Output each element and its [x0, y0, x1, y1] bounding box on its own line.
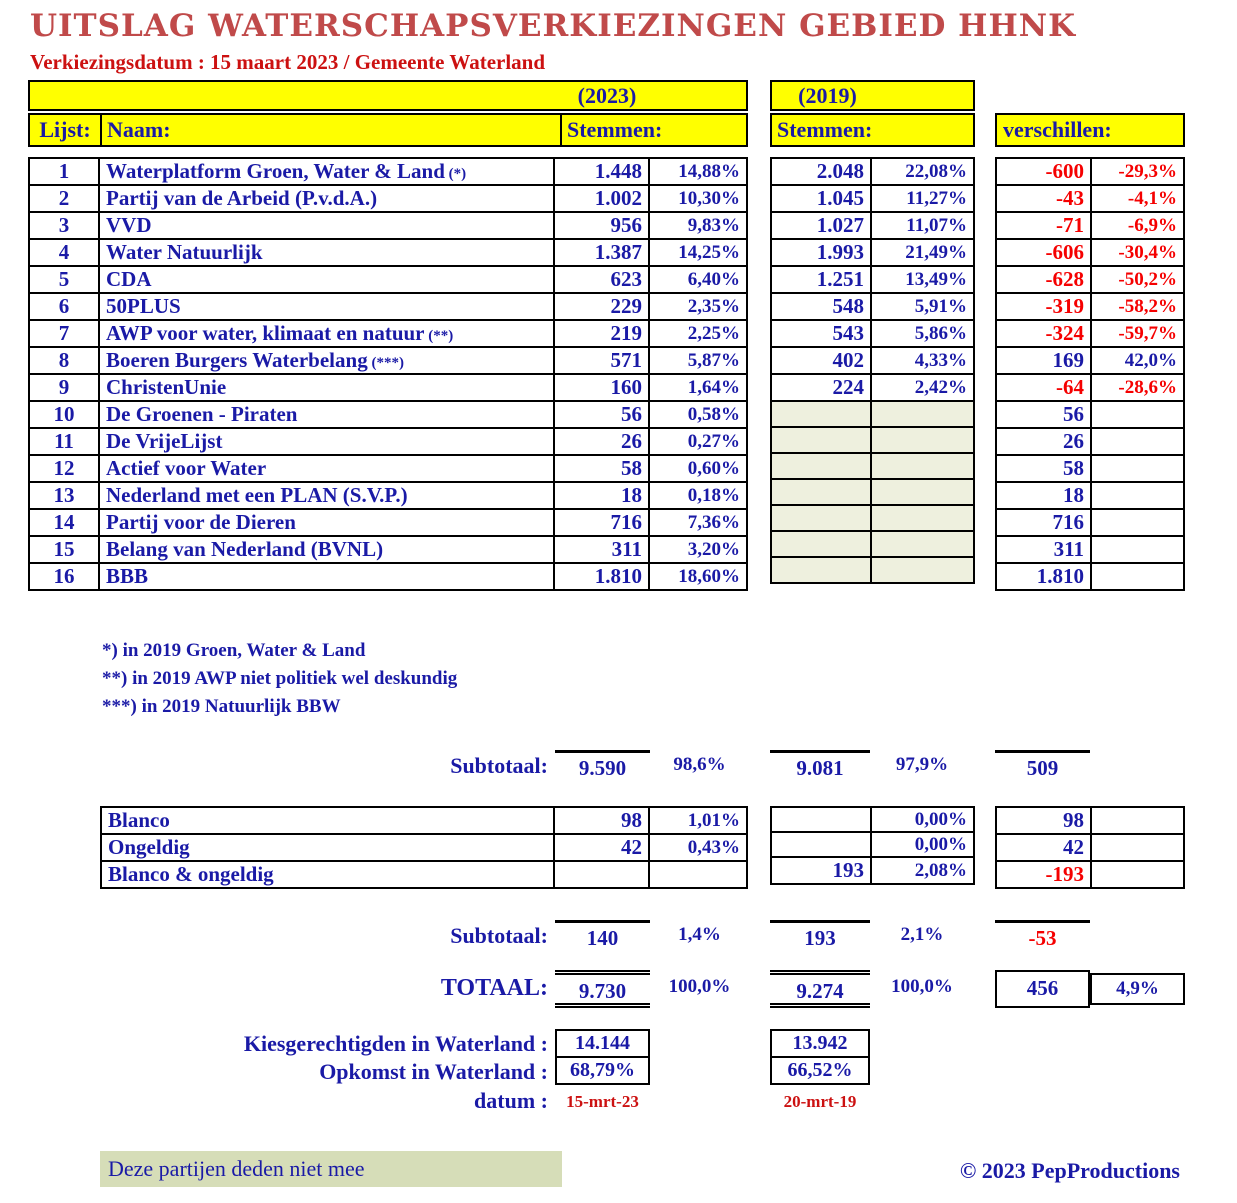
- party-name: De VrijeLijst: [106, 429, 223, 453]
- invalid-row-verschil: [996, 861, 1184, 888]
- pct-2023-cell: 9,83%: [649, 212, 747, 239]
- votes-2019-cell: 1.993: [771, 239, 871, 266]
- invalid-votes-2019-cell: 193: [771, 857, 871, 884]
- pct-2019-cell: 5,91%: [871, 293, 974, 320]
- pct-2023-cell: 7,36%: [649, 509, 747, 536]
- party-row-verschil: [996, 212, 1184, 239]
- pct-2019-cell: 21,49%: [871, 239, 974, 266]
- party-name-cell: [99, 320, 554, 347]
- pct-2023-cell: 2,25%: [649, 320, 747, 347]
- party-row: [29, 239, 747, 266]
- party-name-cell: [99, 401, 554, 428]
- party-list-number-cell: 5: [29, 266, 99, 293]
- invalid-row: [101, 834, 747, 861]
- pct-2019-cell: [871, 453, 974, 479]
- page-subtitle: Verkiezingsdatum : 15 maart 2023 / Gemeente Waterland: [30, 50, 546, 74]
- votes-2023-cell: 1.448: [554, 158, 649, 185]
- eligible-label: Kiesgerechtigden in Waterland :: [243, 1031, 548, 1056]
- pct-2019-cell: 5,86%: [871, 320, 974, 347]
- party-list-number-cell: 2: [29, 185, 99, 212]
- pct-2019-cell: [871, 479, 974, 505]
- total-verschil: 456: [995, 970, 1090, 1008]
- invalid-pct-2023-cell: 1,01%: [649, 807, 747, 834]
- votes-2023-cell: 58: [554, 455, 649, 482]
- invalid-votes-2019-cell: [771, 807, 871, 832]
- party-list-number-cell: 10: [29, 401, 99, 428]
- party-row-2019: [771, 505, 974, 531]
- eligible-2019-value: 13.942: [770, 1029, 870, 1058]
- verschil-votes-cell: 56: [996, 401, 1091, 428]
- invalid-pct-2019-cell: 0,00%: [871, 832, 974, 857]
- pct-2023-cell: 2,35%: [649, 293, 747, 320]
- footnote-marker: (*): [444, 166, 467, 182]
- invalid-row: [101, 861, 747, 888]
- verschil-votes-cell: 311: [996, 536, 1091, 563]
- invalid-row-verschil: [996, 807, 1184, 834]
- banner-2019: [770, 80, 975, 111]
- votes-2023-cell: 219: [554, 320, 649, 347]
- party-list-number-cell: 4: [29, 239, 99, 266]
- party-row-verschil: [996, 455, 1184, 482]
- pct-2023-cell: 14,25%: [649, 239, 747, 266]
- subtotal-parties-pct-2023: 98,6%: [673, 754, 726, 775]
- pct-2023-cell: 5,87%: [649, 347, 747, 374]
- party-name: Actief voor Water: [106, 456, 267, 480]
- votes-2019-cell: 1.251: [771, 266, 871, 293]
- party-row-verschil: [996, 401, 1184, 428]
- party-name-cell: [99, 212, 554, 239]
- invalid-row-2019: [771, 832, 974, 857]
- verschil-pct-cell: -28,6%: [1091, 374, 1184, 401]
- invalid-name-cell: Blanco & ongeldig: [101, 861, 554, 888]
- verschil-pct-cell: [1091, 401, 1184, 428]
- invalid-pct-2019-cell: 2,08%: [871, 857, 974, 884]
- verschil-pct-cell: [1091, 536, 1184, 563]
- pct-2019-cell: 22,08%: [871, 158, 974, 185]
- votes-2023-cell: 716: [554, 509, 649, 536]
- verschil-votes-cell: 169: [996, 347, 1091, 374]
- party-row-verschil: [996, 428, 1184, 455]
- pct-2019-cell: 11,27%: [871, 185, 974, 212]
- turnout-2019-value: 66,52%: [770, 1056, 870, 1085]
- header-lijst: Lijst:: [30, 115, 102, 145]
- verschil-pct-cell: -30,4%: [1091, 239, 1184, 266]
- votes-2023-cell: 26: [554, 428, 649, 455]
- verschil-pct-cell: [1091, 455, 1184, 482]
- verschil-pct-cell: -4,1%: [1091, 185, 1184, 212]
- party-list-number-cell: 6: [29, 293, 99, 320]
- party-row-2019: [771, 320, 974, 347]
- verschil-votes-cell: 26: [996, 428, 1091, 455]
- party-row: [29, 536, 747, 563]
- invalid-row-verschil: [996, 834, 1184, 861]
- party-name: VVD: [106, 213, 152, 237]
- invalid-verschil-pct-cell: [1091, 807, 1184, 834]
- party-name-cell: [99, 266, 554, 293]
- party-name: BBB: [106, 564, 149, 588]
- votes-2019-cell: 224: [771, 374, 871, 401]
- party-name-cell: [99, 293, 554, 320]
- party-row-2019: [771, 347, 974, 374]
- votes-2019-cell: [771, 531, 871, 557]
- party-list-number-cell: 1: [29, 158, 99, 185]
- invalid-verschil-cell: -193: [996, 861, 1091, 888]
- pct-2019-cell: 11,07%: [871, 212, 974, 239]
- votes-2023-cell: 1.002: [554, 185, 649, 212]
- votes-2019-cell: [771, 557, 871, 583]
- party-list-number-cell: 3: [29, 212, 99, 239]
- party-name-cell: [99, 374, 554, 401]
- invalid-name-cell: Ongeldig: [101, 834, 554, 861]
- verschil-pct-cell: [1091, 428, 1184, 455]
- votes-2023-cell: 311: [554, 536, 649, 563]
- votes-2019-cell: 543: [771, 320, 871, 347]
- subtotal-parties-pct-2019: 97,9%: [895, 754, 949, 775]
- votes-2023-cell: 1.810: [554, 563, 649, 590]
- party-row: [29, 455, 747, 482]
- party-name-cell: [99, 482, 554, 509]
- invalid-votes-2023-cell: 98: [554, 807, 649, 834]
- invalid-table-2019: [770, 806, 975, 885]
- pct-2019-cell: [871, 401, 974, 427]
- invalid-table-2023: [100, 806, 748, 889]
- subtotal-invalid-pct-2019: 2,1%: [900, 924, 944, 945]
- pct-2019-cell: 13,49%: [871, 266, 974, 293]
- banner-2023-label: (2023): [577, 83, 637, 108]
- party-list-number-cell: 8: [29, 347, 99, 374]
- party-row: [29, 482, 747, 509]
- subtotal-parties-votes-2019: 9.081: [770, 750, 870, 782]
- invalid-row: [101, 807, 747, 834]
- verschil-pct-cell: -29,3%: [1091, 158, 1184, 185]
- subtotal-invalid-label: Subtotaal:: [450, 923, 548, 948]
- pct-2023-cell: 18,60%: [649, 563, 747, 590]
- votes-2019-cell: 548: [771, 293, 871, 320]
- party-row: [29, 185, 747, 212]
- party-row-2019: [771, 158, 974, 185]
- party-row: [29, 212, 747, 239]
- page-title: UITSLAG WATERSCHAPSVERKIEZINGEN GEBIED HHNK: [30, 8, 1077, 44]
- party-row-2019: [771, 427, 974, 453]
- party-row-verschil: [996, 374, 1184, 401]
- verschil-votes-cell: -64: [996, 374, 1091, 401]
- votes-2019-cell: 1.045: [771, 185, 871, 212]
- banner-2019-label: (2019): [798, 83, 857, 108]
- party-name-cell: [99, 509, 554, 536]
- party-row-2019: [771, 401, 974, 427]
- party-name: CDA: [106, 267, 152, 291]
- pct-2023-cell: 6,40%: [649, 266, 747, 293]
- party-list-number-cell: 13: [29, 482, 99, 509]
- verschil-pct-cell: -50,2%: [1091, 266, 1184, 293]
- party-row: [29, 347, 747, 374]
- invalid-pct-2023-cell: [649, 861, 747, 888]
- subtotal-parties-label: Subtotaal:: [450, 753, 548, 778]
- invalid-name-cell: Blanco: [101, 807, 554, 834]
- verschil-votes-cell: 1.810: [996, 563, 1091, 590]
- total-pct-2023: 100,0%: [668, 976, 731, 997]
- party-row-2019: [771, 266, 974, 293]
- pct-2023-cell: 3,20%: [649, 536, 747, 563]
- verschil-votes-cell: -71: [996, 212, 1091, 239]
- party-name: Partij van de Arbeid (P.v.d.A.): [106, 186, 378, 210]
- turnout-label: Opkomst in Waterland :: [319, 1059, 548, 1084]
- votes-2023-cell: 1.387: [554, 239, 649, 266]
- invalid-table-verschillen: [995, 806, 1185, 889]
- party-row-verschil: [996, 185, 1184, 212]
- header-naam: Naam:: [102, 115, 562, 145]
- verschil-pct-cell: [1091, 563, 1184, 590]
- invalid-votes-2023-cell: [554, 861, 649, 888]
- party-name-cell: [99, 185, 554, 212]
- subtotal-parties-verschil: 509: [995, 750, 1090, 782]
- party-row-verschil: [996, 536, 1184, 563]
- party-row-verschil: [996, 320, 1184, 347]
- party-row: [29, 320, 747, 347]
- turnout-2023-value: 68,79%: [555, 1056, 650, 1085]
- subtotal-invalid-pct-2023: 1,4%: [678, 924, 721, 945]
- invalid-row-2019: [771, 807, 974, 832]
- party-name: Nederland met een PLAN (S.V.P.): [106, 483, 408, 507]
- party-row-verschil: [996, 293, 1184, 320]
- votes-2023-cell: 56: [554, 401, 649, 428]
- invalid-row-2019: [771, 857, 974, 884]
- subtotal-invalid-verschil: -53: [995, 920, 1090, 952]
- pct-2019-cell: [871, 531, 974, 557]
- party-name: Partij voor de Dieren: [106, 510, 296, 534]
- verschil-votes-cell: -606: [996, 239, 1091, 266]
- party-list-number-cell: 11: [29, 428, 99, 455]
- total-votes-2019: 9.274: [770, 970, 870, 1008]
- party-row-verschil: [996, 482, 1184, 509]
- footnote-marker: (**): [424, 328, 454, 344]
- votes-2019-cell: [771, 453, 871, 479]
- party-name: Belang van Nederland (BVNL): [106, 537, 384, 561]
- party-row-2019: [771, 212, 974, 239]
- votes-2023-cell: 623: [554, 266, 649, 293]
- party-row-2019: [771, 531, 974, 557]
- party-row-verschil: [996, 266, 1184, 293]
- pct-2023-cell: 0,27%: [649, 428, 747, 455]
- party-row-2019: [771, 185, 974, 212]
- party-row-2019: [771, 479, 974, 505]
- footnote-1: *) in 2019 Groen, Water & Land: [102, 640, 366, 661]
- party-name-cell: [99, 563, 554, 590]
- footnote-marker: (***): [367, 355, 404, 371]
- party-row-verschil: [996, 158, 1184, 185]
- date-2023-value: 15-mrt-23: [566, 1092, 639, 1111]
- header-verschillen: verschillen:: [995, 113, 1185, 147]
- verschil-votes-cell: 716: [996, 509, 1091, 536]
- party-row: [29, 293, 747, 320]
- not-participating-note: Deze partijen deden niet mee: [100, 1151, 562, 1187]
- party-row: [29, 374, 747, 401]
- party-row: [29, 266, 747, 293]
- party-name: Boeren Burgers Waterbelang: [106, 348, 368, 372]
- party-name: Waterplatform Groen, Water & Land: [106, 159, 445, 183]
- verschil-votes-cell: -324: [996, 320, 1091, 347]
- party-list-number-cell: 15: [29, 536, 99, 563]
- party-list-number-cell: 16: [29, 563, 99, 590]
- votes-2023-cell: 160: [554, 374, 649, 401]
- verschil-votes-cell: -43: [996, 185, 1091, 212]
- party-name-cell: [99, 239, 554, 266]
- verschil-votes-cell: 58: [996, 455, 1091, 482]
- pct-2019-cell: [871, 557, 974, 583]
- verschil-pct-cell: [1091, 482, 1184, 509]
- invalid-verschil-pct-cell: [1091, 834, 1184, 861]
- results-table-2019: [770, 157, 975, 584]
- subtotal-parties-votes-2023: 9.590: [555, 750, 650, 782]
- party-row: [29, 428, 747, 455]
- pct-2019-cell: [871, 427, 974, 453]
- verschil-votes-cell: -600: [996, 158, 1091, 185]
- header-row-left: [28, 113, 748, 147]
- pct-2023-cell: 0,18%: [649, 482, 747, 509]
- verschil-votes-cell: -319: [996, 293, 1091, 320]
- pct-2019-cell: 2,42%: [871, 374, 974, 401]
- pct-2023-cell: 1,64%: [649, 374, 747, 401]
- pct-2023-cell: 0,60%: [649, 455, 747, 482]
- party-row-verschil: [996, 509, 1184, 536]
- invalid-votes-2023-cell: 42: [554, 834, 649, 861]
- total-label: TOTAAL:: [440, 975, 548, 1001]
- party-list-number-cell: 9: [29, 374, 99, 401]
- invalid-votes-2019-cell: [771, 832, 871, 857]
- header-stemmen-2019: Stemmen:: [770, 113, 975, 147]
- votes-2019-cell: [771, 505, 871, 531]
- votes-2023-cell: 18: [554, 482, 649, 509]
- results-table-verschillen: [995, 157, 1185, 591]
- party-name-cell: [99, 347, 554, 374]
- verschil-pct-cell: -58,2%: [1091, 293, 1184, 320]
- votes-2019-cell: 1.027: [771, 212, 871, 239]
- votes-2019-cell: [771, 427, 871, 453]
- invalid-pct-2019-cell: 0,00%: [871, 807, 974, 832]
- party-row: [29, 509, 747, 536]
- party-row-verschil: [996, 563, 1184, 590]
- party-name: 50PLUS: [106, 294, 181, 318]
- pct-2019-cell: 4,33%: [871, 347, 974, 374]
- party-row-verschil: [996, 239, 1184, 266]
- votes-2019-cell: [771, 479, 871, 505]
- party-row: [29, 401, 747, 428]
- party-name-cell: [99, 536, 554, 563]
- votes-2023-cell: 571: [554, 347, 649, 374]
- party-name-cell: [99, 455, 554, 482]
- invalid-pct-2023-cell: 0,43%: [649, 834, 747, 861]
- pct-2023-cell: 10,30%: [649, 185, 747, 212]
- pct-2023-cell: 0,58%: [649, 401, 747, 428]
- party-row-2019: [771, 453, 974, 479]
- party-row-2019: [771, 374, 974, 401]
- party-row-2019: [771, 293, 974, 320]
- total-votes-2023: 9.730: [555, 970, 650, 1008]
- total-verschil-pct: 4,9%: [1090, 973, 1185, 1005]
- party-name: AWP voor water, klimaat en natuur: [106, 321, 425, 345]
- party-row: [29, 158, 747, 185]
- footnote-2: **) in 2019 AWP niet politiek wel deskundig: [102, 668, 458, 689]
- votes-2019-cell: [771, 401, 871, 427]
- party-list-number-cell: 12: [29, 455, 99, 482]
- footnote-3: ***) in 2019 Natuurlijk BBW: [102, 696, 341, 717]
- eligible-2023-value: 14.144: [555, 1029, 650, 1058]
- invalid-verschil-cell: 98: [996, 807, 1091, 834]
- party-name: ChristenUnie: [106, 375, 227, 399]
- date-2019-value: 20-mrt-19: [783, 1092, 857, 1111]
- party-row-verschil: [996, 347, 1184, 374]
- verschil-pct-cell: -59,7%: [1091, 320, 1184, 347]
- party-list-number-cell: 7: [29, 320, 99, 347]
- verschil-pct-cell: 42,0%: [1091, 347, 1184, 374]
- verschil-votes-cell: 18: [996, 482, 1091, 509]
- copyright: © 2023 PepProductions: [959, 1158, 1180, 1183]
- verschil-votes-cell: -628: [996, 266, 1091, 293]
- results-table-2023: [28, 157, 748, 591]
- banner-2023: [28, 80, 748, 111]
- header-stemmen-2023: Stemmen:: [567, 117, 663, 142]
- pct-2023-cell: 14,88%: [649, 158, 747, 185]
- party-row: [29, 563, 747, 590]
- party-name: De Groenen - Piraten: [106, 402, 298, 426]
- invalid-verschil-pct-cell: [1091, 861, 1184, 888]
- votes-2023-cell: 956: [554, 212, 649, 239]
- verschil-pct-cell: -6,9%: [1091, 212, 1184, 239]
- party-name: Water Natuurlijk: [106, 240, 263, 264]
- party-name-cell: [99, 158, 554, 185]
- votes-2019-cell: 402: [771, 347, 871, 374]
- party-name-cell: [99, 428, 554, 455]
- party-row-2019: [771, 239, 974, 266]
- votes-2023-cell: 229: [554, 293, 649, 320]
- date-label: datum :: [474, 1088, 548, 1113]
- total-pct-2019: 100,0%: [891, 976, 953, 997]
- pct-2019-cell: [871, 505, 974, 531]
- verschil-pct-cell: [1091, 509, 1184, 536]
- subtotal-invalid-votes-2023: 140: [555, 920, 650, 952]
- subtotal-invalid-votes-2019: 193: [770, 920, 870, 952]
- votes-2019-cell: 2.048: [771, 158, 871, 185]
- invalid-verschil-cell: 42: [996, 834, 1091, 861]
- party-list-number-cell: 14: [29, 509, 99, 536]
- party-row-2019: [771, 557, 974, 583]
